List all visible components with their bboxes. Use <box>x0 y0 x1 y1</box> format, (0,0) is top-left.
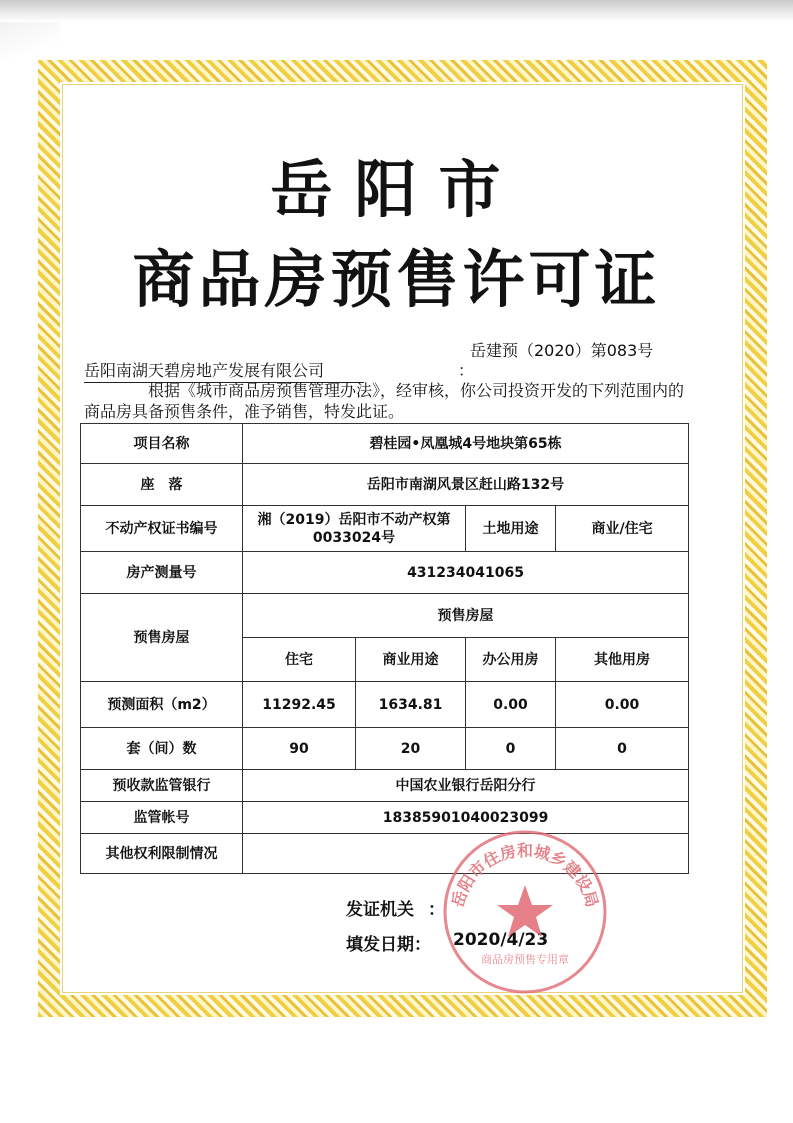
column-commercial: 商业用途 <box>356 638 466 682</box>
area-office: 0.00 <box>466 682 556 728</box>
units-other: 0 <box>556 728 689 770</box>
company-colon: ： <box>458 361 475 380</box>
seal-subtext: 商品房预售专用章 <box>481 953 569 966</box>
area-label: 预测面积（m2） <box>81 682 243 728</box>
area-other: 0.00 <box>556 682 689 728</box>
project-name-value: 碧桂园•凤凰城4号地块第65栋 <box>243 424 689 464</box>
table-row <box>81 594 689 638</box>
account-value: 18385901040023099 <box>243 802 689 834</box>
presale-info-table <box>80 423 689 874</box>
land-use-label: 土地用途 <box>466 506 556 552</box>
land-use-value: 商业/住宅 <box>556 506 689 552</box>
project-name-label: 项目名称 <box>81 424 243 464</box>
certificate-title: 商品房预售许可证 <box>132 243 661 316</box>
table-row <box>81 728 689 770</box>
property-cert-value: 湘（2019）岳阳市不动产权第0033024号 <box>243 506 466 552</box>
survey-no-label: 房产测量号 <box>81 552 243 594</box>
bank-value: 中国农业银行岳阳分行 <box>243 770 689 802</box>
seal-star-icon <box>497 885 553 937</box>
table-row <box>81 770 689 802</box>
area-residential: 11292.45 <box>243 682 356 728</box>
presale-label: 预售房屋 <box>81 594 243 682</box>
column-other: 其他用房 <box>556 638 689 682</box>
area-commercial: 1634.81 <box>356 682 466 728</box>
table-row <box>81 424 689 464</box>
survey-no-value: 431234041065 <box>243 552 689 594</box>
units-residential: 90 <box>243 728 356 770</box>
bank-label: 预收款监管银行 <box>81 770 243 802</box>
seal-text: 岳阳市住房和城乡建设局 <box>448 841 602 910</box>
units-office: 0 <box>466 728 556 770</box>
account-label: 监管帐号 <box>81 802 243 834</box>
company-name: 岳阳南湖天碧房地产发展有限公司 <box>84 358 364 383</box>
issue-date-label: 填发日期： <box>346 935 431 955</box>
scan-corner <box>0 22 60 62</box>
column-residential: 住宅 <box>243 638 356 682</box>
issue-date-value: 2020/4/23 <box>453 930 549 950</box>
table-row <box>81 682 689 728</box>
issuer-label: 发证机关 <box>346 900 414 920</box>
table-row <box>81 464 689 506</box>
property-cert-label: 不动产权证书编号 <box>81 506 243 552</box>
issuer-colon: ： <box>428 900 445 920</box>
document-number: 岳建预（2020）第083号 <box>470 341 654 360</box>
city-title: 岳阳市 <box>270 153 523 226</box>
units-commercial: 20 <box>356 728 466 770</box>
other-rights-label: 其他权利限制情况 <box>81 834 243 874</box>
scan-edge <box>0 0 793 22</box>
table-row <box>81 552 689 594</box>
body-paragraph: 根据《城市商品房预售管理办法》，经审核，你公司投资开发的下列范围内的商品房具备预售条件，准予销售，特发此证。 <box>84 381 685 421</box>
units-label: 套（间）数 <box>81 728 243 770</box>
presale-header: 预售房屋 <box>243 594 689 638</box>
location-label: 座 落 <box>81 464 243 506</box>
column-office: 办公用房 <box>466 638 556 682</box>
official-seal-stamp <box>440 827 610 997</box>
table-row <box>81 506 689 552</box>
location-value: 岳阳市南湖风景区赶山路132号 <box>243 464 689 506</box>
